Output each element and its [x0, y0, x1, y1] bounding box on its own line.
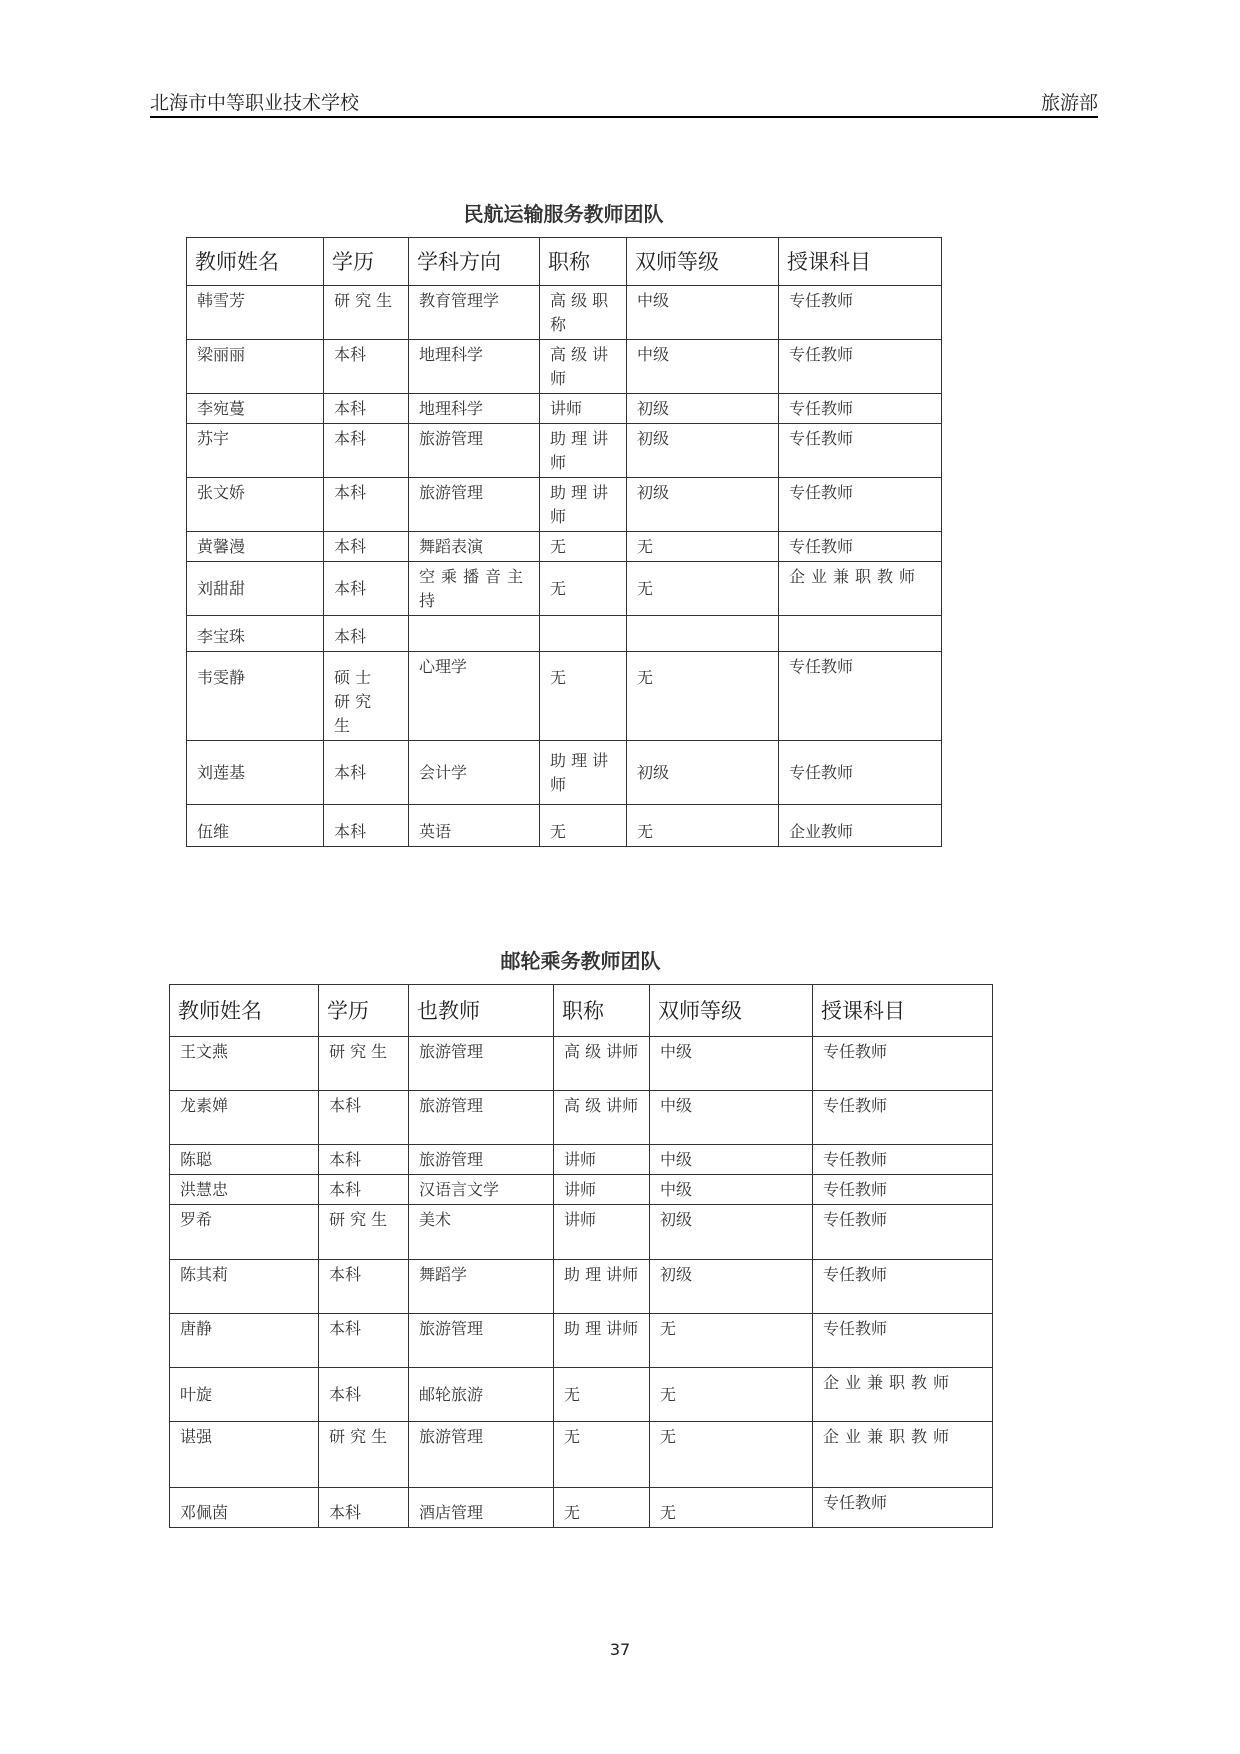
teaching-role: 专任教师	[813, 1037, 993, 1091]
table-row	[187, 616, 942, 652]
table-row	[187, 286, 942, 340]
teaching-role: 专任教师	[813, 1091, 993, 1145]
education: 本科	[324, 562, 409, 616]
teacher-name: 张文娇	[187, 478, 324, 532]
teacher-name: 刘甜甜	[187, 562, 324, 616]
cruise-teacher-table	[169, 984, 993, 1528]
title-rank: 助 理 讲师	[540, 741, 627, 805]
title-rank: 讲师	[554, 1175, 650, 1205]
dual-qualification-level: 中级	[627, 340, 779, 394]
teacher-name: 洪慧忠	[170, 1175, 319, 1205]
title-rank: 讲师	[540, 394, 627, 424]
teacher-name: 王文燕	[170, 1037, 319, 1091]
teacher-name: 梁丽丽	[187, 340, 324, 394]
title-rank: 高 级 讲师	[540, 340, 627, 394]
teacher-name: 刘莲基	[187, 741, 324, 805]
title-rank: 助 理 讲师	[554, 1260, 650, 1314]
table-header-row	[187, 238, 942, 286]
column-header: 教师姓名	[187, 238, 324, 286]
teacher-name: 谌强	[170, 1422, 319, 1488]
table-row	[170, 1205, 993, 1260]
dual-qualification-level: 初级	[650, 1205, 813, 1260]
education: 本科	[319, 1260, 409, 1314]
table2-title: 邮轮乘务教师团队	[500, 949, 661, 973]
education: 本科	[324, 340, 409, 394]
teacher-name: 李宛蔓	[187, 394, 324, 424]
teaching-role: 专任教师	[779, 340, 942, 394]
dual-qualification-level: 中级	[627, 286, 779, 340]
teacher-name: 陈其莉	[170, 1260, 319, 1314]
teacher-name: 邓佩茵	[170, 1488, 319, 1528]
teaching-role: 专任教师	[813, 1205, 993, 1260]
title-rank: 助 理 讲师	[554, 1314, 650, 1368]
title-rank: 无	[554, 1368, 650, 1422]
title-rank: 无	[554, 1422, 650, 1488]
table-row	[170, 1368, 993, 1422]
discipline: 酒店管理	[409, 1488, 554, 1528]
table-row	[170, 1145, 993, 1175]
aviation-teacher-table	[186, 237, 942, 847]
discipline: 旅游管理	[409, 1091, 554, 1145]
discipline: 教育管理学	[409, 286, 540, 340]
dual-qualification-level: 初级	[627, 424, 779, 478]
dual-qualification-level: 初级	[627, 478, 779, 532]
teaching-role: 专任教师	[779, 478, 942, 532]
title-rank: 无	[540, 652, 627, 741]
dual-qualification-level: 无	[627, 562, 779, 616]
title-rank: 无	[554, 1488, 650, 1528]
dual-qualification-level: 无	[650, 1314, 813, 1368]
column-header: 授课科目	[779, 238, 942, 286]
table-row	[170, 1260, 993, 1314]
teaching-role: 专任教师	[779, 532, 942, 562]
discipline: 旅游管理	[409, 424, 540, 478]
title-rank: 高 级 讲师	[554, 1091, 650, 1145]
title-rank: 助 理 讲师	[540, 424, 627, 478]
discipline: 地理科学	[409, 340, 540, 394]
discipline: 会计学	[409, 741, 540, 805]
education: 本科	[319, 1314, 409, 1368]
title-rank	[540, 616, 627, 652]
title-rank: 无	[540, 562, 627, 616]
teaching-role: 专任教师	[813, 1488, 993, 1528]
education: 研 究 生	[324, 286, 409, 340]
teaching-role: 专任教师	[779, 394, 942, 424]
teacher-name: 陈聪	[170, 1145, 319, 1175]
teaching-role: 企业兼职教师	[779, 562, 942, 616]
dual-qualification-level: 初级	[627, 741, 779, 805]
discipline: 地理科学	[409, 394, 540, 424]
teacher-name: 叶旋	[170, 1368, 319, 1422]
education: 本科	[324, 741, 409, 805]
column-header: 职称	[540, 238, 627, 286]
dual-qualification-level: 无	[627, 532, 779, 562]
teacher-name: 罗希	[170, 1205, 319, 1260]
school-name: 北海市中等职业技术学校	[150, 92, 360, 114]
table-row	[187, 652, 942, 741]
table1-title: 民航运输服务教师团队	[463, 202, 664, 226]
education: 硕 士 研 究 生	[324, 652, 409, 741]
table-row	[170, 1314, 993, 1368]
table-row	[187, 805, 942, 847]
dual-qualification-level: 无	[650, 1488, 813, 1528]
dual-qualification-level: 初级	[650, 1260, 813, 1314]
dual-qualification-level	[627, 616, 779, 652]
table-header-row	[170, 985, 993, 1037]
teacher-name: 韩雪芳	[187, 286, 324, 340]
discipline: 汉语言文学	[409, 1175, 554, 1205]
title-rank: 无	[540, 805, 627, 847]
teaching-role: 专任教师	[813, 1314, 993, 1368]
table-row	[170, 1091, 993, 1145]
dual-qualification-level: 中级	[650, 1091, 813, 1145]
teaching-role	[779, 616, 942, 652]
discipline: 舞蹈学	[409, 1260, 554, 1314]
teacher-name: 伍维	[187, 805, 324, 847]
discipline: 旅游管理	[409, 1037, 554, 1091]
page-header	[150, 88, 1098, 118]
column-header: 学科方向	[409, 238, 540, 286]
dual-qualification-level: 中级	[650, 1037, 813, 1091]
education: 本科	[324, 805, 409, 847]
teacher-name: 唐静	[170, 1314, 319, 1368]
education: 本科	[324, 424, 409, 478]
title-rank: 无	[540, 532, 627, 562]
teacher-name: 苏宇	[187, 424, 324, 478]
discipline: 旅游管理	[409, 1422, 554, 1488]
column-header: 学历	[324, 238, 409, 286]
column-header: 学历	[319, 985, 409, 1037]
title-rank: 助 理 讲师	[540, 478, 627, 532]
dual-qualification-level: 无	[650, 1422, 813, 1488]
column-header: 教师姓名	[170, 985, 319, 1037]
education: 本科	[319, 1145, 409, 1175]
teaching-role: 专任教师	[779, 652, 942, 741]
discipline: 旅游管理	[409, 1314, 554, 1368]
table-row	[170, 1422, 993, 1488]
education: 本科	[324, 616, 409, 652]
column-header: 授课科目	[813, 985, 993, 1037]
teacher-name: 龙素婵	[170, 1091, 319, 1145]
discipline: 旅游管理	[409, 1145, 554, 1175]
table-row	[170, 1488, 993, 1528]
title-rank: 讲师	[554, 1145, 650, 1175]
table-row	[187, 394, 942, 424]
dual-qualification-level: 中级	[650, 1175, 813, 1205]
discipline: 舞蹈表演	[409, 532, 540, 562]
teacher-name: 李宝珠	[187, 616, 324, 652]
discipline: 旅游管理	[409, 478, 540, 532]
dual-qualification-level: 无	[627, 652, 779, 741]
dual-qualification-level: 初级	[627, 394, 779, 424]
teacher-name: 韦雯静	[187, 652, 324, 741]
column-header: 职称	[554, 985, 650, 1037]
teacher-name: 黄馨漫	[187, 532, 324, 562]
column-header: 双师等级	[627, 238, 779, 286]
table-row	[187, 562, 942, 616]
dual-qualification-level: 无	[627, 805, 779, 847]
table-row	[187, 532, 942, 562]
page-number: 37	[609, 1640, 631, 1659]
discipline	[409, 616, 540, 652]
department-name: 旅游部	[1040, 92, 1098, 114]
table-row	[187, 478, 942, 532]
teaching-role: 企业兼职教师	[813, 1368, 993, 1422]
education: 研 究 生	[319, 1037, 409, 1091]
education: 本科	[319, 1175, 409, 1205]
title-rank: 讲师	[554, 1205, 650, 1260]
column-header: 也教师	[409, 985, 554, 1037]
teaching-role: 专任教师	[813, 1145, 993, 1175]
education: 本科	[324, 394, 409, 424]
title-rank: 高 级 讲师	[554, 1037, 650, 1091]
education: 研 究 生	[319, 1422, 409, 1488]
table-row	[187, 340, 942, 394]
teaching-role: 专任教师	[779, 424, 942, 478]
table-row	[170, 1037, 993, 1091]
teaching-role: 专任教师	[813, 1175, 993, 1205]
discipline: 美术	[409, 1205, 554, 1260]
teaching-role: 企业兼职教师	[813, 1422, 993, 1488]
education: 本科	[324, 532, 409, 562]
column-header: 双师等级	[650, 985, 813, 1037]
table-row	[170, 1175, 993, 1205]
discipline: 邮轮旅游	[409, 1368, 554, 1422]
discipline: 心理学	[409, 652, 540, 741]
teaching-role: 专任教师	[813, 1260, 993, 1314]
discipline: 空乘播音主持	[409, 562, 540, 616]
education: 本科	[319, 1091, 409, 1145]
education: 本科	[319, 1368, 409, 1422]
discipline: 英语	[409, 805, 540, 847]
teaching-role: 专任教师	[779, 286, 942, 340]
table-row	[187, 424, 942, 478]
dual-qualification-level: 无	[650, 1368, 813, 1422]
education: 本科	[319, 1488, 409, 1528]
title-rank: 高 级 职称	[540, 286, 627, 340]
education: 研 究 生	[319, 1205, 409, 1260]
education: 本科	[324, 478, 409, 532]
dual-qualification-level: 中级	[650, 1145, 813, 1175]
teaching-role: 企业教师	[779, 805, 942, 847]
table-row	[187, 741, 942, 805]
teaching-role: 专任教师	[779, 741, 942, 805]
